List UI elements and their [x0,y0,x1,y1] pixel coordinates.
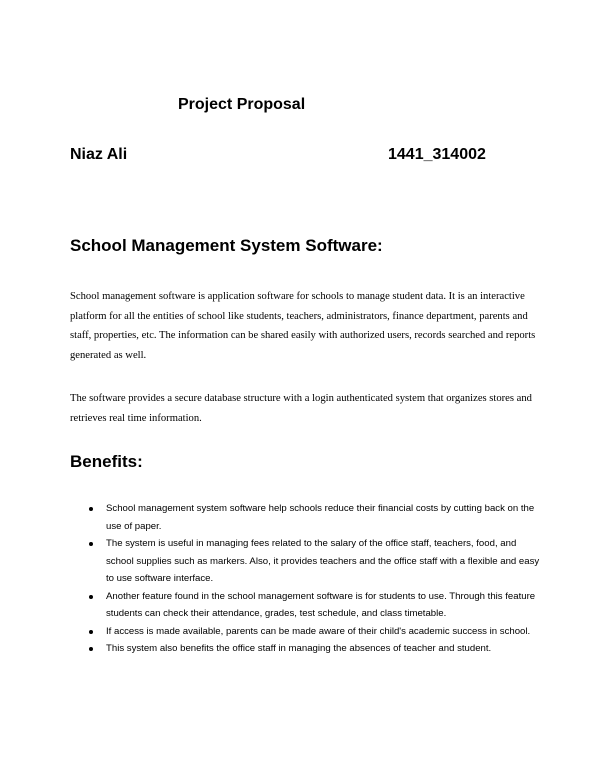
bullet-icon [89,507,93,511]
list-item [70,500,540,535]
bullet-icon [89,647,93,651]
list-item-text: This system also benefits the office staff in managing the absences of teacher and student. [106,643,492,654]
list-item [70,535,540,588]
section-heading-benefits: Benefits: [70,452,143,471]
list-item-text: Another feature found in the school management software is for students to use. Through this feature students can check their attendance, grades, test schedule, and class timetable. [106,590,536,619]
benefits-list [70,500,540,658]
list-item [70,623,540,641]
paragraph-intro: School management software is application software for schools to manage student data. It is an interactive platform for all the entities of school like students, teachers, administrators, finance department, parents and staff, properties, etc. The information can be shared easily with authorized users, records searched and reports generated as well. [70,291,536,361]
list-item-text: School management system software help schools reduce their financial costs by cutting back on the use of paper. [106,503,535,532]
bullet-icon [89,630,93,634]
bullet-icon [89,595,93,599]
document-title: Project Proposal [178,96,306,113]
list-item-text: If access is made available, parents can be made aware of their child's academic success in school. [106,625,531,637]
bullet-icon [89,542,93,546]
author-name: Niaz Ali [70,146,128,163]
list-item [70,640,540,658]
list-item [70,588,540,623]
paragraph-database: The software provides a secure database structure with a login authenticated system that organizes stores and retrieves real time information. [70,393,532,424]
section-heading-sms: School Management System Software: [70,236,383,255]
author-id: 1441_314002 [388,146,486,163]
list-item-text: The system is useful in managing fees related to the salary of the office staff, teachers, food, and school supplies such as markers. Also, it provides teachers and the office staff with a flexible and easy to use software interface. [106,538,540,584]
